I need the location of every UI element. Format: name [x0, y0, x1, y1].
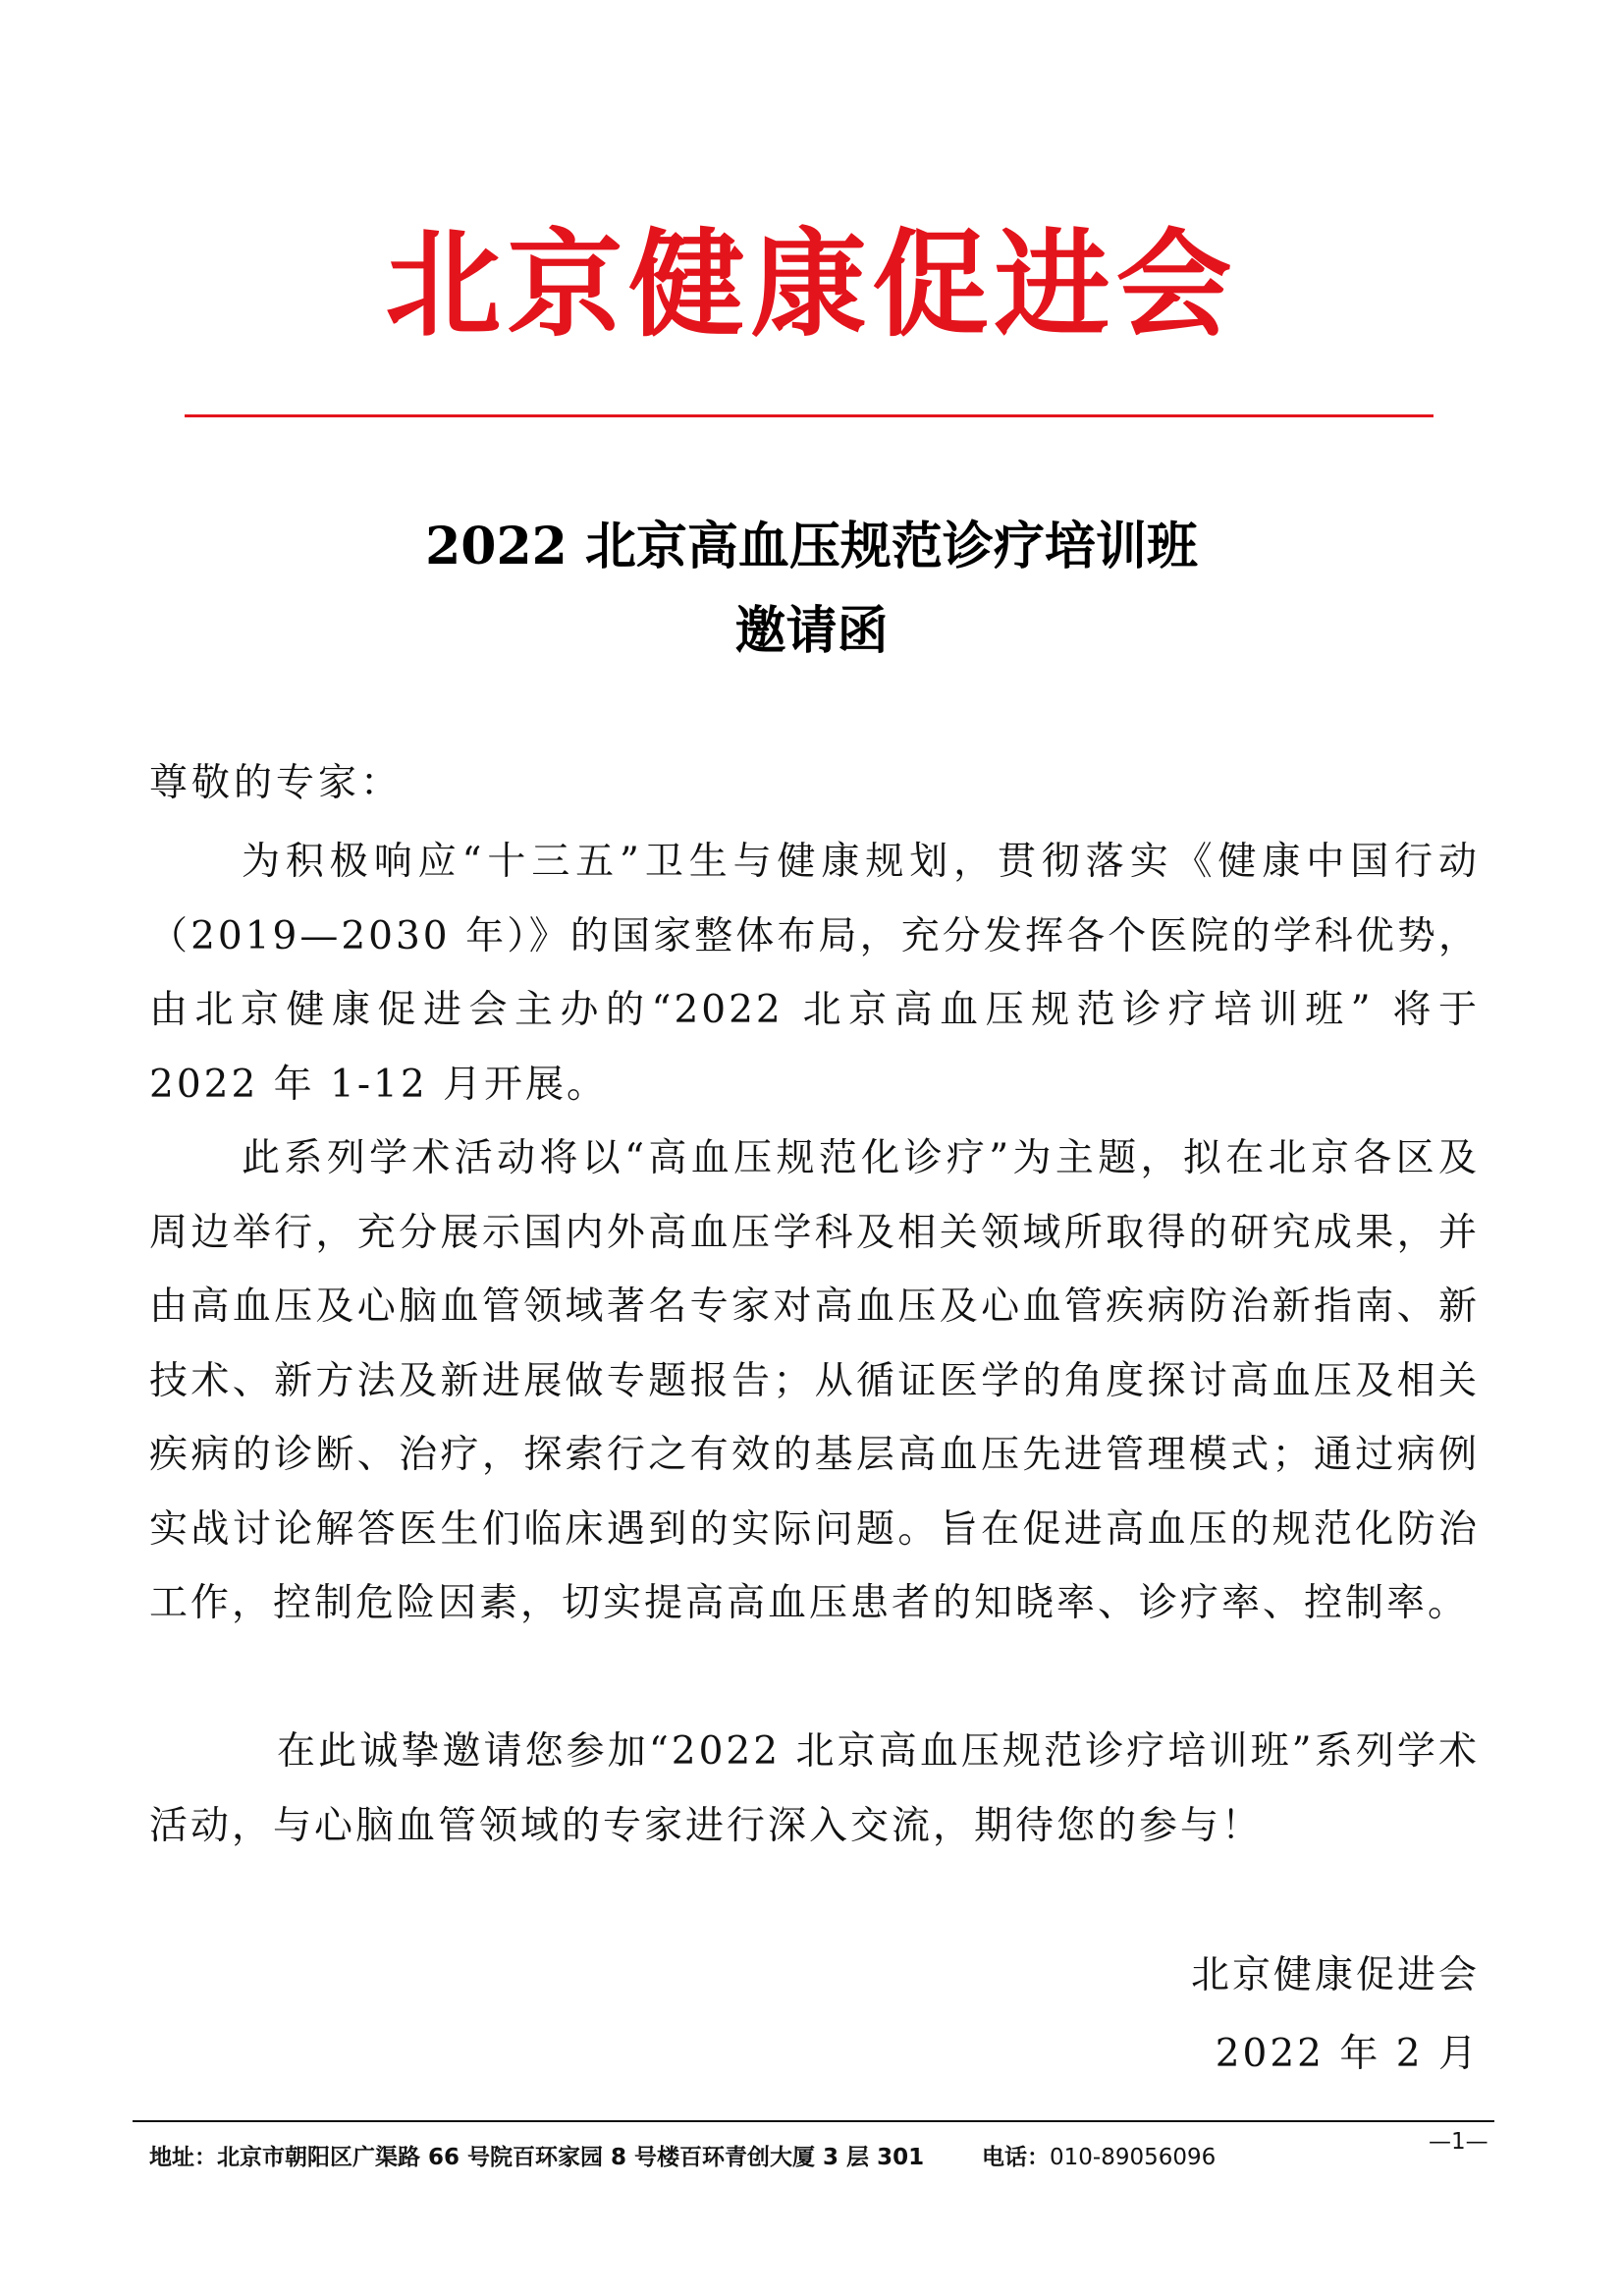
body-paragraph-2: 此系列学术活动将以“高血压规范化诊疗”为主题，拟在北京各区及周边举行，充分展示国内外高血压学科及相关领域所取得的研究成果，并由高血压及心脑血管领域著名专家对高血压及心血管疾病防治新指南、新技术、新方法及新进展做专题报告；从循证医学的角度探讨高血压及相关疾病的诊断、治疗，探索行之有效的基层高血压先进管理模式；通过病例实战讨论解答医生们临床遇到的实际问题。旨在促进高血压的规范化防治工作，控制危险因素，切实提高高血压患者的知晓率、诊疗率、控制率。	[149, 1136, 1480, 1625]
footer-phone-label: 电话：	[982, 2145, 1050, 2170]
signature-org: 北京健康促进会	[1190, 1953, 1480, 1997]
letterhead-org-name: 北京健康促进会	[385, 217, 1238, 353]
footer-phone-number: 010-89056096	[1050, 2145, 1217, 2170]
body-paragraph-1: 为积极响应“十三五”卫生与健康规划，贯彻落实《健康中国行动（2019—2030 年）》的国家整体布局，充分发挥各个医院的学科优势，由北京健康促进会主办的“2022 北京高血压规范诊疗培训班” 将于 2022 年 1-12 月开展。	[149, 840, 1480, 1107]
signature-date: 2022 年 2 月	[1215, 2032, 1480, 2076]
page-number: —1—	[1429, 2129, 1488, 2155]
body-paragraph-3: 在此诚挚邀请您参加“2022 北京高血压规范诊疗培训班”系列学术活动，与心脑血管领域的专家进行深入交流，期待您的参与！	[149, 1729, 1480, 1848]
salutation: 尊敬的专家：	[149, 761, 404, 805]
footer-address: 地址：北京市朝阳区广渠路 66 号院百环家园 8 号楼百环青创大厦 3 层 301	[149, 2145, 925, 2170]
document-title: 2022 北京高血压规范诊疗培训班	[425, 517, 1198, 576]
footer-phone	[982, 2141, 1216, 2174]
footer-divider	[133, 2120, 1494, 2122]
letterhead-divider	[185, 414, 1434, 417]
document-subtitle: 邀请函	[734, 601, 889, 661]
